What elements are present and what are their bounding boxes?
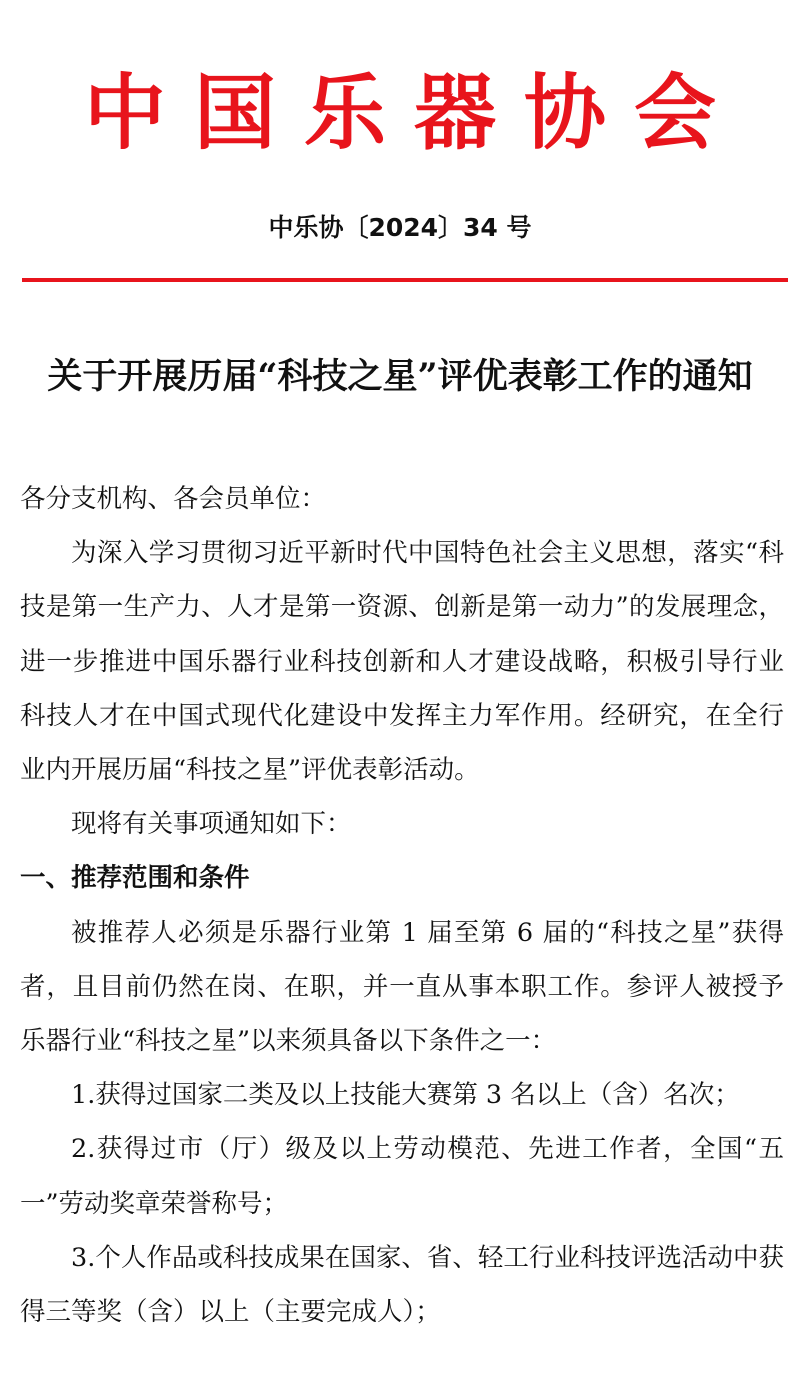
condition-item: 3.个人作品或科技成果在国家、省、轻工行业科技评选活动中获得三等奖（含）以上（主要完成人）； xyxy=(20,1242,784,1328)
intro-paragraph: 为深入学习贯彻习近平新时代中国特色社会主义思想，落实“科技是第一生产力、人才是第一资源、创新是第一动力”的发展理念，进一步推进中国乐器行业科技创新和人才建设战略，积极引导行业科技人才在中国式现代化建设中发挥主力军作用。经研究，在全行业内开展历届“科技之星”评优表彰活动。 xyxy=(20,538,784,786)
section-paragraph: 被推荐人必须是乐器行业第 1 届至第 6 届的“科技之星”获得者，且目前仍然在岗、在职，并一直从事本职工作。参评人被授予乐器行业“科技之星”以来须具备以下条件之一： xyxy=(20,917,784,1057)
section-heading: 一、推荐范围和条件 xyxy=(20,863,250,894)
red-divider-rule xyxy=(22,278,788,282)
document-number: 中乐协〔2024〕34 号 xyxy=(268,213,532,242)
org-name: 中国乐器协会 xyxy=(83,65,744,161)
condition-item: 1.获得过国家二类及以上技能大赛第 3 名以上（含）名次； xyxy=(71,1080,740,1111)
salutation: 各分支机构、各会员单位： xyxy=(20,484,327,514)
document-body xyxy=(20,472,784,1339)
notice-line: 现将有关事项通知如下： xyxy=(71,809,352,840)
document-title: 关于开展历届“科技之星”评优表彰工作的通知 xyxy=(47,356,753,397)
condition-item: 2.获得过市（厅）级及以上劳动模范、先进工作者，全国“五一”劳动奖章荣誉称号； xyxy=(20,1134,784,1219)
